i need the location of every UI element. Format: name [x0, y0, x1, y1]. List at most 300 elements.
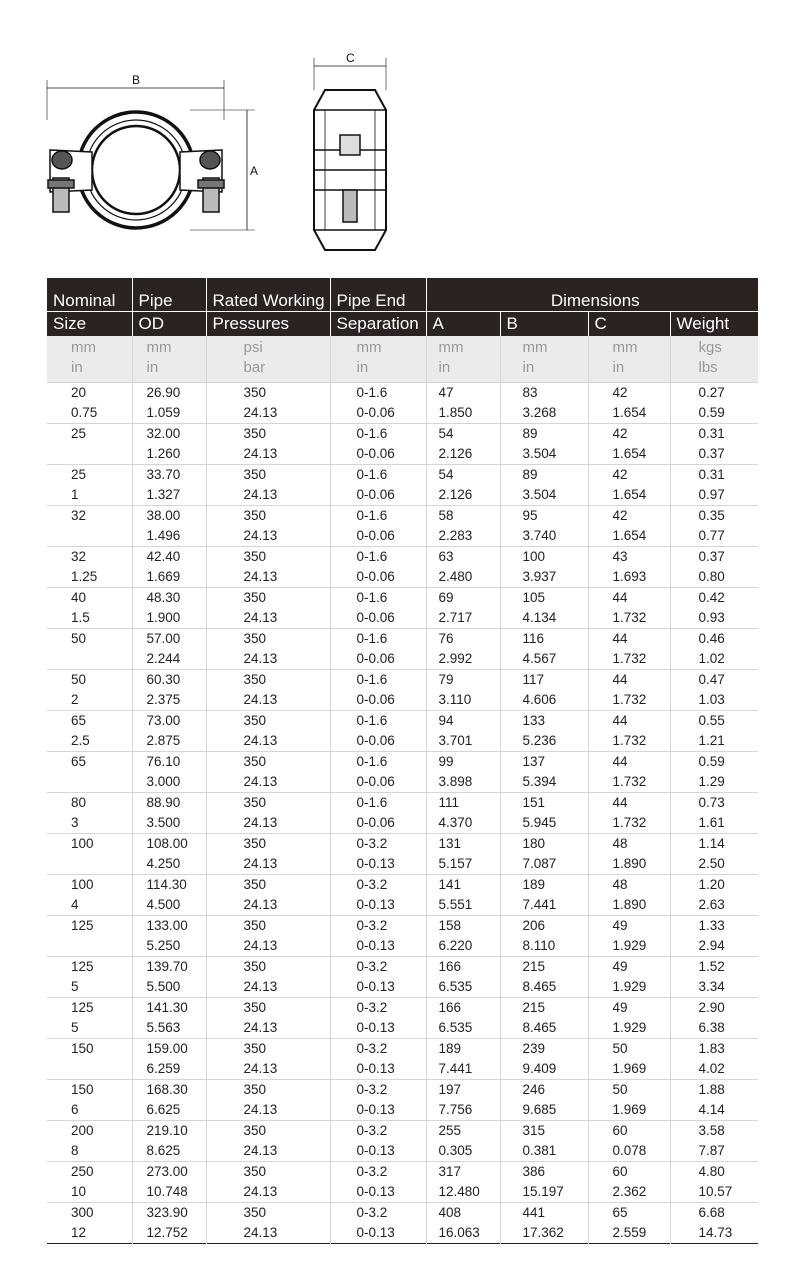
value-metric: 44 [612, 672, 628, 687]
value-metric: 0-3.2 [356, 959, 388, 974]
value-metric: 54 [438, 426, 454, 441]
value-metric: 76.10 [146, 754, 181, 769]
value-imperial: 1.732 [612, 733, 647, 748]
table-cell [588, 670, 670, 711]
value-imperial: 2.126 [438, 487, 473, 502]
value-imperial: 1.21 [698, 733, 725, 748]
value-imperial: 4.500 [146, 897, 181, 912]
value-metric: 32 [71, 549, 87, 564]
table-cell [500, 998, 588, 1039]
value-imperial: 1.25 [71, 569, 98, 584]
value-metric: 133.00 [146, 918, 188, 933]
value-metric: 73.00 [146, 713, 181, 728]
value-imperial: 24.13 [243, 569, 278, 584]
table-cell [670, 998, 758, 1039]
table-cell [132, 1080, 206, 1121]
table-cell [500, 383, 588, 424]
value-imperial: 0-0.13 [356, 1143, 395, 1158]
table-cell [206, 1203, 330, 1244]
header-pressures: Pressures [206, 312, 330, 337]
value-imperial: 0.305 [438, 1143, 473, 1158]
value-imperial: 0-0.06 [356, 815, 395, 830]
table-cell [132, 424, 206, 465]
table-cell [47, 957, 132, 998]
table-cell [588, 1039, 670, 1080]
value-imperial: 4.134 [522, 610, 557, 625]
value-metric: 0-3.2 [356, 918, 388, 933]
value-imperial: 1.890 [612, 897, 647, 912]
table-cell [500, 629, 588, 670]
value-metric: 246 [522, 1082, 546, 1097]
table-cell [670, 1162, 758, 1203]
header-c: C [588, 312, 670, 337]
table-cell [47, 629, 132, 670]
table-row [47, 752, 758, 793]
value-metric: 200 [71, 1123, 94, 1138]
value-imperial: 1.850 [438, 405, 473, 420]
table-cell [588, 1080, 670, 1121]
value-metric: 54 [438, 467, 454, 482]
value-metric: 0-3.2 [356, 1082, 388, 1097]
value-imperial: 0.97 [698, 487, 725, 502]
table-cell [330, 834, 426, 875]
value-imperial: 8.110 [522, 938, 556, 953]
table-cell [206, 383, 330, 424]
value-metric: 141.30 [146, 1000, 188, 1015]
table-cell [670, 711, 758, 752]
value-metric: 317 [438, 1164, 462, 1179]
table-cell [206, 588, 330, 629]
value-metric: 44 [612, 590, 628, 605]
value-metric: 26.90 [146, 385, 181, 400]
table-cell [132, 506, 206, 547]
value-metric: 300 [71, 1205, 94, 1220]
value-metric: 63 [438, 549, 454, 564]
table-cell [500, 424, 588, 465]
value-imperial: 3.937 [522, 569, 557, 584]
header-separation: Separation [330, 312, 426, 337]
table-cell [426, 1121, 500, 1162]
value-metric: 441 [522, 1205, 546, 1220]
value-imperial: 2.875 [146, 733, 181, 748]
table-cell [47, 916, 132, 957]
value-imperial: 3.34 [698, 979, 725, 994]
value-metric: 0-3.2 [356, 877, 388, 892]
value-imperial: 0-0.06 [356, 610, 395, 625]
table-cell [588, 547, 670, 588]
value-imperial: 0.77 [698, 528, 725, 543]
value-metric: 0.42 [698, 590, 725, 605]
table-cell [132, 465, 206, 506]
header-a: A [426, 312, 500, 337]
table-cell [47, 465, 132, 506]
unit-imperial: in [71, 359, 83, 376]
table-cell [588, 465, 670, 506]
table-cell [588, 834, 670, 875]
value-metric: 0-1.6 [356, 467, 388, 482]
value-imperial: 3.504 [522, 446, 557, 461]
table-cell [132, 752, 206, 793]
value-metric: 131 [438, 836, 462, 851]
table-cell [426, 793, 500, 834]
value-imperial: 24.13 [243, 610, 278, 625]
value-metric: 57.00 [146, 631, 181, 646]
value-metric: 350 [243, 1164, 267, 1179]
value-imperial: 24.13 [243, 774, 278, 789]
table-cell [206, 998, 330, 1039]
table-cell [47, 1039, 132, 1080]
value-metric: 49 [612, 959, 628, 974]
table-cell [588, 957, 670, 998]
value-metric: 108.00 [146, 836, 188, 851]
table-cell [426, 875, 500, 916]
value-metric: 250 [71, 1164, 94, 1179]
value-imperial: 24.13 [243, 1225, 278, 1240]
value-metric: 95 [522, 508, 538, 523]
table-cell [132, 1039, 206, 1080]
value-imperial: 24.13 [243, 651, 278, 666]
value-metric: 48 [612, 836, 628, 851]
value-imperial: 1 [71, 487, 79, 502]
value-imperial: 7.756 [438, 1102, 473, 1117]
value-metric: 0-1.6 [356, 426, 388, 441]
table-cell [330, 465, 426, 506]
unit-metric: kgs [698, 339, 722, 356]
value-imperial: 1.654 [612, 528, 647, 543]
unit-metric: mm [71, 339, 96, 356]
table-row [47, 465, 758, 506]
value-metric: 350 [243, 754, 267, 769]
table-row [47, 916, 758, 957]
table-cell [500, 1039, 588, 1080]
value-metric: 43 [612, 549, 628, 564]
table-cell [426, 752, 500, 793]
value-metric: 315 [522, 1123, 546, 1138]
value-metric: 25 [71, 426, 87, 441]
value-metric: 117 [522, 672, 545, 687]
value-imperial: 2 [71, 692, 79, 707]
unit-metric: psi [243, 339, 263, 356]
value-metric: 2.90 [698, 1000, 725, 1015]
value-metric: 239 [522, 1041, 546, 1056]
table-cell [132, 383, 206, 424]
table-cell [330, 711, 426, 752]
value-metric: 206 [522, 918, 546, 933]
value-imperial: 0-0.06 [356, 733, 395, 748]
value-metric: 1.83 [698, 1041, 725, 1056]
value-metric: 44 [612, 754, 628, 769]
value-imperial: 24.13 [243, 856, 278, 871]
table-cell [132, 547, 206, 588]
dimension-a-label: A [250, 164, 259, 178]
value-metric: 180 [522, 836, 546, 851]
table-cell [47, 998, 132, 1039]
value-imperial: 12.752 [146, 1225, 188, 1240]
value-metric: 141 [438, 877, 462, 892]
value-imperial: 1.654 [612, 446, 647, 461]
value-metric: 0-3.2 [356, 1000, 388, 1015]
table-cell [206, 1162, 330, 1203]
table-cell [47, 1162, 132, 1203]
value-metric: 60 [612, 1123, 628, 1138]
table-cell [670, 465, 758, 506]
value-metric: 48.30 [146, 590, 181, 605]
table-cell [426, 711, 500, 752]
value-imperial: 1.929 [612, 979, 647, 994]
value-imperial: 8.465 [522, 1020, 557, 1035]
value-metric: 215 [522, 959, 546, 974]
value-metric: 0-1.6 [356, 508, 388, 523]
value-imperial: 1.669 [146, 569, 181, 584]
table-cell [426, 588, 500, 629]
value-metric: 88.90 [146, 795, 181, 810]
table-cell [426, 834, 500, 875]
value-imperial: 5.236 [522, 733, 557, 748]
table-cell [588, 793, 670, 834]
value-metric: 40 [71, 590, 87, 605]
value-imperial: 7.087 [522, 856, 557, 871]
table-cell [426, 547, 500, 588]
value-imperial: 2.50 [698, 856, 725, 871]
table-cell [330, 424, 426, 465]
table-cell [330, 383, 426, 424]
table-cell [500, 670, 588, 711]
value-metric: 0.31 [698, 426, 725, 441]
value-metric: 0-1.6 [356, 754, 388, 769]
value-metric: 350 [243, 795, 267, 810]
table-cell [426, 1162, 500, 1203]
value-metric: 0-3.2 [356, 836, 388, 851]
value-imperial: 6.535 [438, 1020, 473, 1035]
value-metric: 139.70 [146, 959, 188, 974]
value-imperial: 14.73 [698, 1225, 733, 1240]
value-metric: 350 [243, 1123, 267, 1138]
unit-imperial: in [146, 359, 159, 376]
table-cell [426, 383, 500, 424]
value-metric: 0.55 [698, 713, 725, 728]
value-imperial: 9.685 [522, 1102, 557, 1117]
table-cell [500, 465, 588, 506]
value-metric: 0.37 [698, 549, 725, 564]
value-imperial: 1.496 [146, 528, 181, 543]
unit-metric: mm [438, 339, 464, 356]
table-cell [47, 670, 132, 711]
value-imperial: 1.61 [698, 815, 725, 830]
table-cell [132, 875, 206, 916]
value-imperial: 3.701 [438, 733, 473, 748]
dimension-c-label: C [346, 51, 355, 65]
table-cell [588, 383, 670, 424]
value-metric: 166 [438, 1000, 462, 1015]
value-imperial: 1.969 [612, 1061, 647, 1076]
value-metric: 0.31 [698, 467, 725, 482]
table-cell [330, 793, 426, 834]
header-b: B [500, 312, 588, 337]
table-cell [330, 752, 426, 793]
value-imperial: 4.02 [698, 1061, 725, 1076]
table-cell [588, 588, 670, 629]
table-cell [330, 506, 426, 547]
table-cell [588, 1203, 670, 1244]
value-imperial: 0.93 [698, 610, 725, 625]
table-cell [500, 834, 588, 875]
value-imperial: 5.945 [522, 815, 557, 830]
value-imperial: 2.5 [71, 733, 90, 748]
value-imperial: 24.13 [243, 733, 278, 748]
table-cell [426, 1203, 500, 1244]
value-metric: 150 [71, 1041, 94, 1056]
table-cell [670, 752, 758, 793]
value-metric: 6.68 [698, 1205, 725, 1220]
table-cell [47, 793, 132, 834]
value-metric: 49 [612, 1000, 628, 1015]
value-metric: 33.70 [146, 467, 181, 482]
table-cell [670, 916, 758, 957]
header-rated-working: Rated Working [206, 278, 330, 312]
value-imperial: 24.13 [243, 692, 278, 707]
header-od: OD [132, 312, 206, 337]
value-metric: 114.30 [146, 877, 187, 892]
table-cell [588, 916, 670, 957]
table-cell [670, 1121, 758, 1162]
table-cell [330, 670, 426, 711]
value-metric: 350 [243, 672, 267, 687]
value-metric: 60.30 [146, 672, 181, 687]
value-imperial: 8.625 [146, 1143, 181, 1158]
table-row [47, 875, 758, 916]
value-imperial: 0-0.06 [356, 692, 395, 707]
table-cell [47, 875, 132, 916]
table-row [47, 670, 758, 711]
value-metric: 58 [438, 508, 454, 523]
value-imperial: 3.000 [146, 774, 181, 789]
table-cell [206, 547, 330, 588]
table-cell [670, 506, 758, 547]
value-metric: 350 [243, 1000, 267, 1015]
value-metric: 350 [243, 959, 267, 974]
value-metric: 50 [612, 1082, 628, 1097]
table-cell [206, 1080, 330, 1121]
value-imperial: 0-0.13 [356, 979, 395, 994]
value-metric: 42.40 [146, 549, 181, 564]
value-metric: 89 [522, 467, 538, 482]
table-header [47, 278, 758, 336]
value-imperial: 5 [71, 979, 79, 994]
value-imperial: 0.80 [698, 569, 725, 584]
value-imperial: 5.551 [438, 897, 473, 912]
unit-metric: mm [356, 339, 382, 356]
value-imperial: 6 [71, 1102, 79, 1117]
value-imperial: 0-0.06 [356, 774, 395, 789]
table-row [47, 506, 758, 547]
value-metric: 168.30 [146, 1082, 188, 1097]
table-cell [670, 834, 758, 875]
value-imperial: 24.13 [243, 815, 278, 830]
value-imperial: 3.740 [522, 528, 557, 543]
value-imperial: 4.567 [522, 651, 557, 666]
unit-imperial: bar [243, 359, 266, 376]
value-metric: 69 [438, 590, 454, 605]
value-imperial: 10.57 [698, 1184, 733, 1199]
value-imperial: 3.500 [146, 815, 181, 830]
table-cell [426, 629, 500, 670]
value-metric: 0.27 [698, 385, 725, 400]
header-nominal: Nominal [47, 278, 132, 312]
table-cell [206, 711, 330, 752]
table-cell [500, 916, 588, 957]
value-imperial: 12.480 [438, 1184, 480, 1199]
value-imperial: 7.441 [438, 1061, 473, 1076]
value-imperial: 2.94 [698, 938, 725, 953]
value-metric: 42 [612, 508, 628, 523]
value-imperial: 4.14 [698, 1102, 725, 1117]
value-metric: 350 [243, 549, 267, 564]
value-imperial: 1.654 [612, 487, 647, 502]
table-cell [206, 916, 330, 957]
value-metric: 0.35 [698, 508, 725, 523]
value-imperial: 1.654 [612, 405, 647, 420]
value-metric: 350 [243, 631, 267, 646]
table-cell [670, 383, 758, 424]
table-cell [206, 506, 330, 547]
table-cell [670, 629, 758, 670]
value-imperial: 0-0.13 [356, 1184, 395, 1199]
value-metric: 50 [612, 1041, 628, 1056]
table-cell [426, 424, 500, 465]
value-metric: 111 [438, 795, 460, 810]
table-row [47, 1162, 758, 1203]
value-imperial: 17.362 [522, 1225, 564, 1240]
table-cell [330, 547, 426, 588]
value-metric: 273.00 [146, 1164, 188, 1179]
value-metric: 116 [522, 631, 545, 646]
value-imperial: 2.559 [612, 1225, 647, 1240]
value-metric: 219.10 [146, 1123, 188, 1138]
value-metric: 65 [612, 1205, 628, 1220]
table-cell [500, 752, 588, 793]
value-imperial: 0-0.06 [356, 651, 395, 666]
table-cell [670, 793, 758, 834]
header-pipe: Pipe [132, 278, 206, 312]
value-metric: 133 [522, 713, 546, 728]
value-imperial: 0.078 [612, 1143, 647, 1158]
value-imperial: 3.898 [438, 774, 473, 789]
value-metric: 76 [438, 631, 454, 646]
table-cell [132, 1162, 206, 1203]
value-imperial: 5.500 [146, 979, 181, 994]
table-cell [330, 875, 426, 916]
header-weight: Weight [670, 312, 758, 337]
value-metric: 4.80 [698, 1164, 725, 1179]
value-imperial: 0-0.13 [356, 1102, 395, 1117]
value-metric: 44 [612, 795, 628, 810]
table-cell [330, 998, 426, 1039]
value-metric: 125 [71, 959, 94, 974]
value-metric: 255 [438, 1123, 462, 1138]
unit-imperial: in [612, 359, 625, 376]
value-metric: 350 [243, 713, 267, 728]
table-row [47, 998, 758, 1039]
value-metric: 105 [522, 590, 546, 605]
table-cell [206, 752, 330, 793]
table-cell [132, 998, 206, 1039]
table-row [47, 588, 758, 629]
value-imperial: 3.110 [438, 692, 472, 707]
front-view [47, 80, 255, 230]
value-metric: 49 [612, 918, 628, 933]
value-metric: 0-1.6 [356, 672, 388, 687]
table-cell [426, 670, 500, 711]
